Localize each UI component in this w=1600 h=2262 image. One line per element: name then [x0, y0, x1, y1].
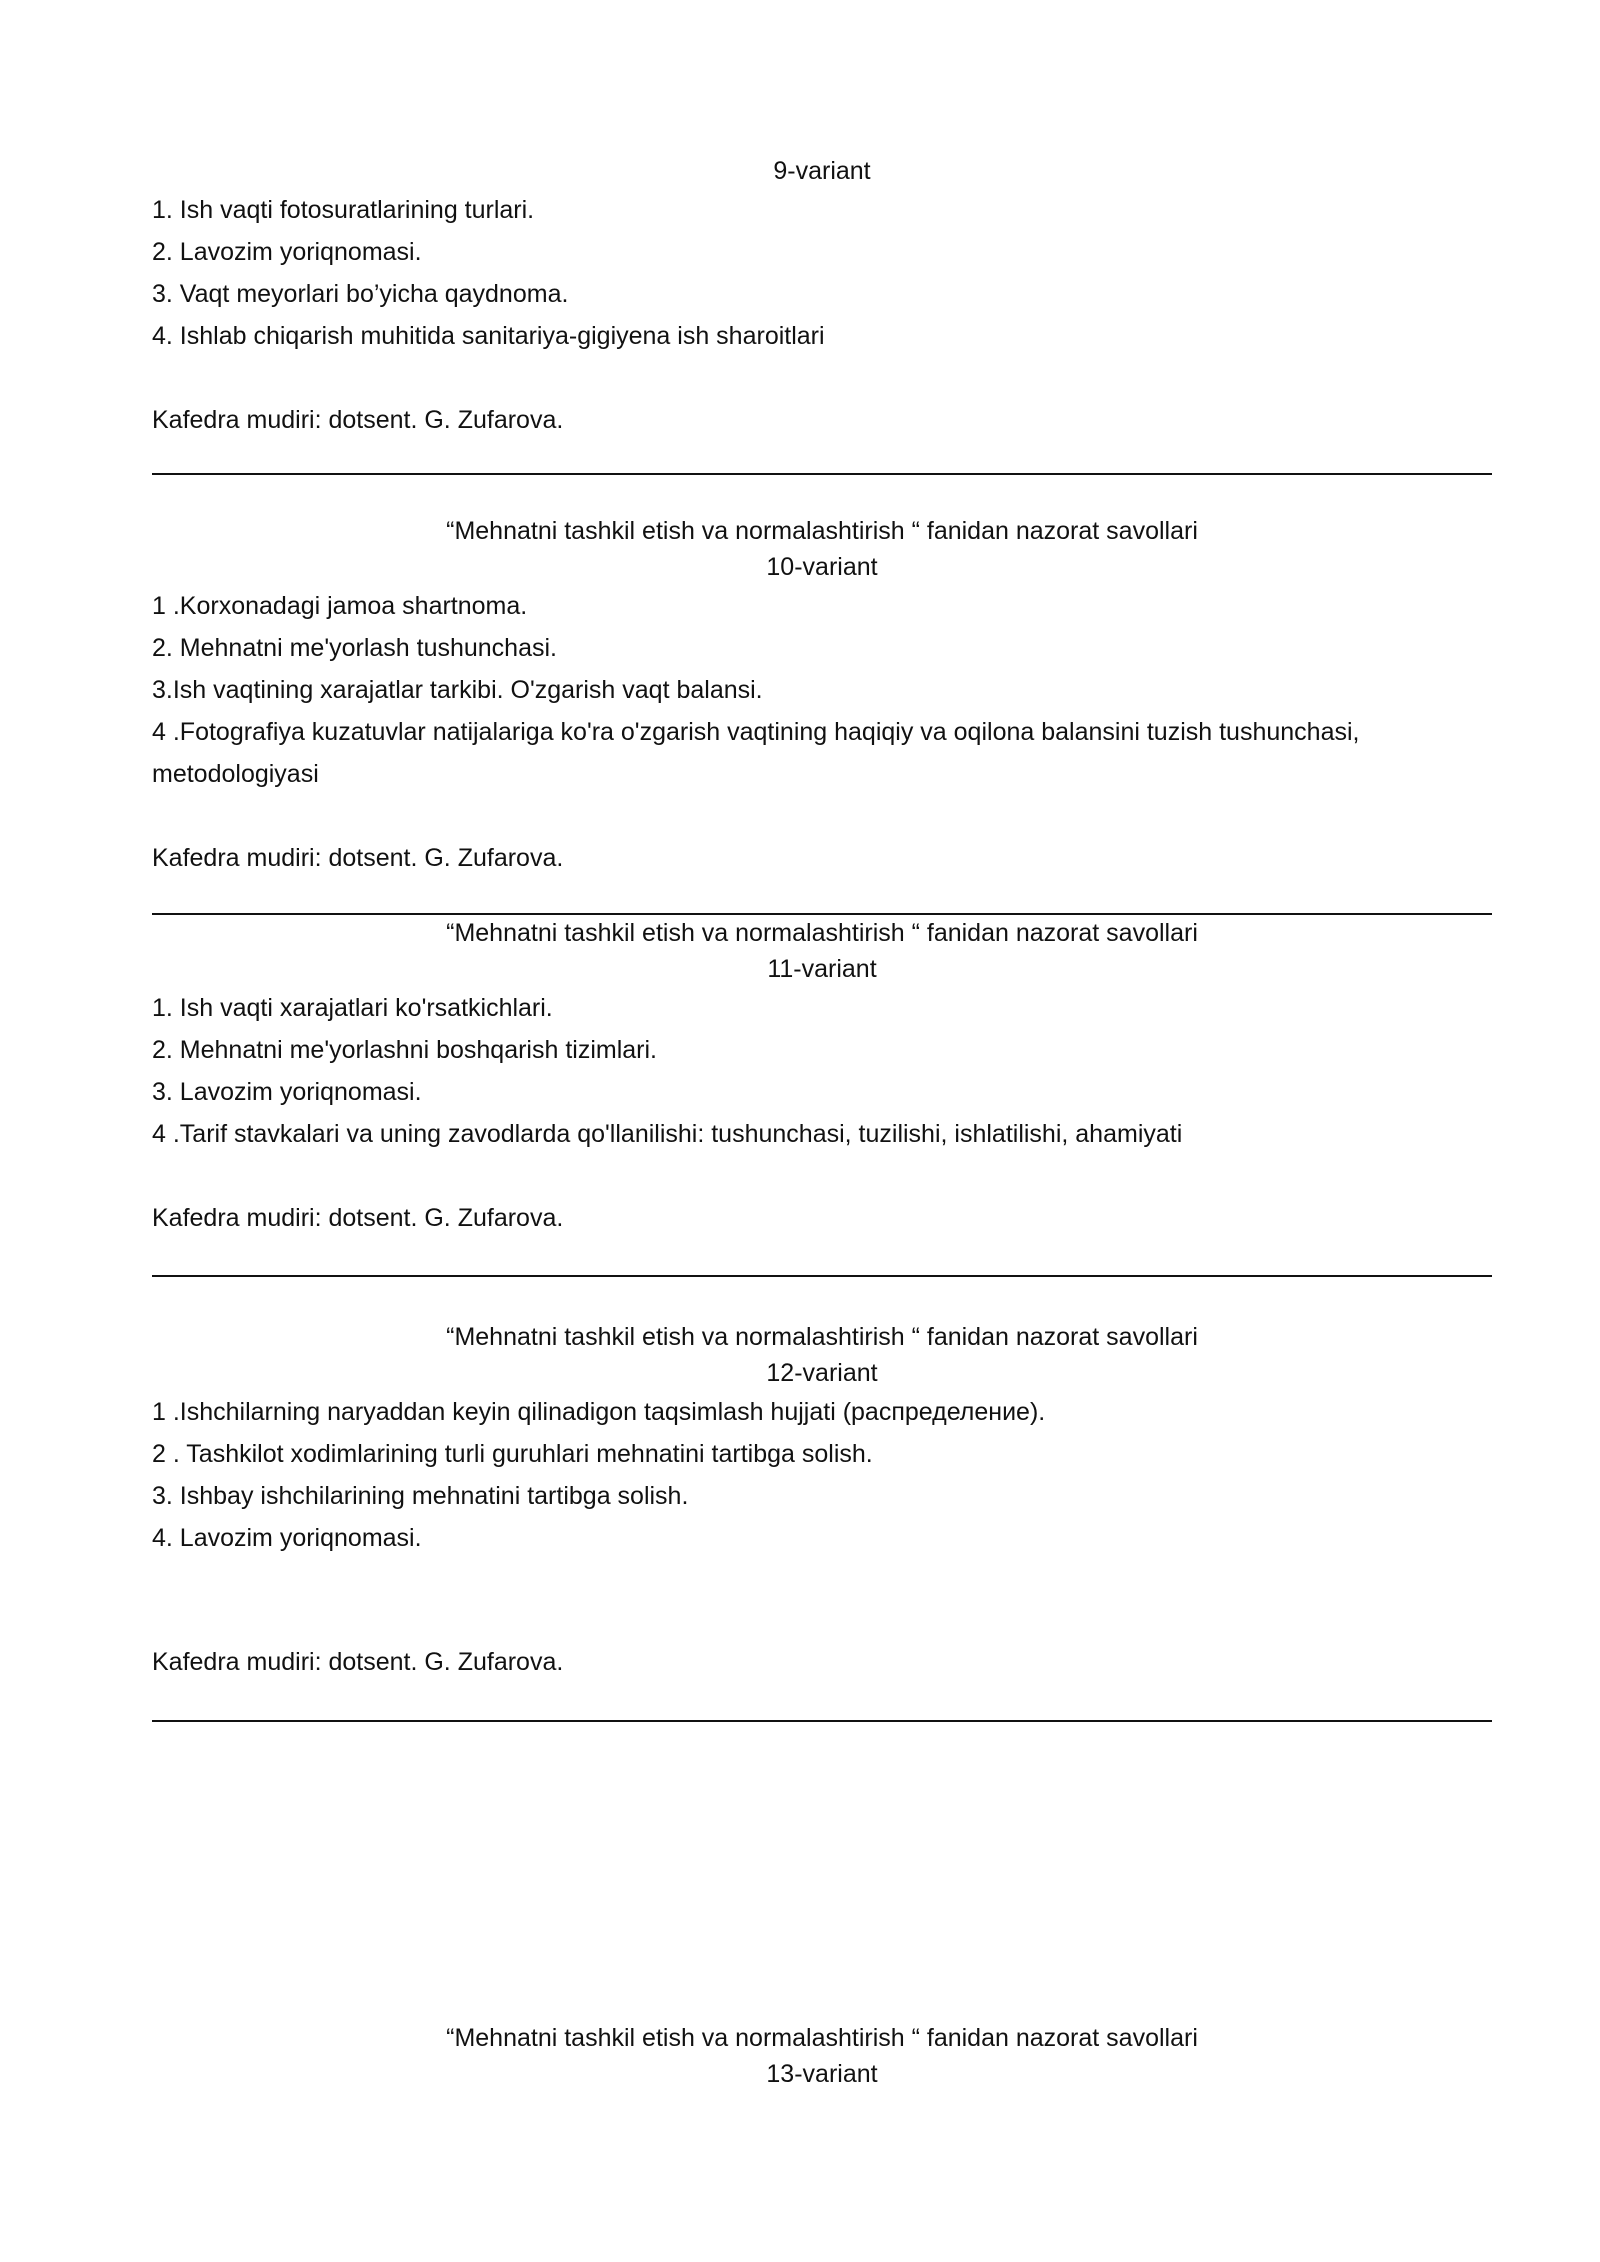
variant-title: 12-variant — [766, 1359, 878, 1387]
question-4: 4 .Fotografiya kuzatuvlar natijalariga ko'ra o'zgarish vaqtining haqiqiy va oqilona balansini tuzish tushunchasi, metodologiyasi — [152, 718, 1360, 788]
question-3: 3. Vaqt meyorlari bo’yicha qaydnoma. — [152, 280, 569, 308]
signature-line: Kafedra mudiri: dotsent. G. Zufarova. — [152, 406, 564, 434]
variant-title: 9-variant — [773, 157, 871, 185]
question-3: 3. Ishbay ishchilarining mehnatini tartibga solish. — [152, 1482, 689, 1510]
variant-title: 11-variant — [767, 955, 877, 983]
question-1: 1. Ish vaqti xarajatlari ko'rsatkichlari. — [152, 994, 553, 1022]
section-header: “Mehnatni tashkil etish va normalashtirish “ fanidan nazorat savollari — [446, 1323, 1198, 1351]
signature-line: Kafedra mudiri: dotsent. G. Zufarova. — [152, 844, 564, 872]
divider — [152, 473, 1492, 475]
question-4: 4 .Tarif stavkalari va uning zavodlarda qo'llanilishi: tushunchasi, tuzilishi, ishlatilishi, ahamiyati — [152, 1120, 1183, 1148]
section-header: “Mehnatni tashkil etish va normalashtirish “ fanidan nazorat savollari — [446, 517, 1198, 545]
variant-9-section — [152, 153, 1492, 441]
variant-13-section — [152, 2020, 1492, 2092]
signature-line: Kafedra mudiri: dotsent. G. Zufarova. — [152, 1204, 564, 1232]
question-3: 3. Lavozim yoriqnomasi. — [152, 1078, 422, 1106]
section-header: “Mehnatni tashkil etish va normalashtirish “ fanidan nazorat savollari — [446, 2024, 1198, 2052]
variant-title: 10-variant — [766, 553, 878, 581]
divider — [152, 1720, 1492, 1722]
question-1: 1. Ish vaqti fotosuratlarining turlari. — [152, 196, 535, 224]
question-2: 2. Mehnatni me'yorlash tushunchasi. — [152, 634, 557, 662]
variant-11-section — [152, 915, 1492, 1239]
variant-title: 13-variant — [766, 2060, 878, 2088]
question-3: 3.Ish vaqtining xarajatlar tarkibi. O'zgarish vaqt balansi. — [152, 676, 763, 704]
question-4: 4. Lavozim yoriqnomasi. — [152, 1524, 422, 1552]
question-2: 2. Mehnatni me'yorlashni boshqarish tizimlari. — [152, 1036, 657, 1064]
variant-12-section — [152, 1319, 1492, 1559]
question-1: 1 .Korxonadagi jamoa shartnoma. — [152, 592, 528, 620]
variant-10-section — [152, 513, 1492, 879]
section-header: “Mehnatni tashkil etish va normalashtirish “ fanidan nazorat savollari — [446, 919, 1198, 947]
divider — [152, 1275, 1492, 1277]
question-2: 2 . Tashkilot xodimlarining turli guruhlari mehnatini tartibga solish. — [152, 1440, 873, 1468]
signature-line: Kafedra mudiri: dotsent. G. Zufarova. — [152, 1648, 564, 1676]
question-1: 1 .Ishchilarning naryaddan keyin qilinadigon taqsimlash hujjati (распределение). — [152, 1398, 1046, 1426]
question-4: 4. Ishlab chiqarish muhitida sanitariya-gigiyena ish sharoitlari — [152, 322, 825, 350]
variant-12-signature-block — [152, 1641, 1492, 1683]
question-2: 2. Lavozim yoriqnomasi. — [152, 238, 422, 266]
